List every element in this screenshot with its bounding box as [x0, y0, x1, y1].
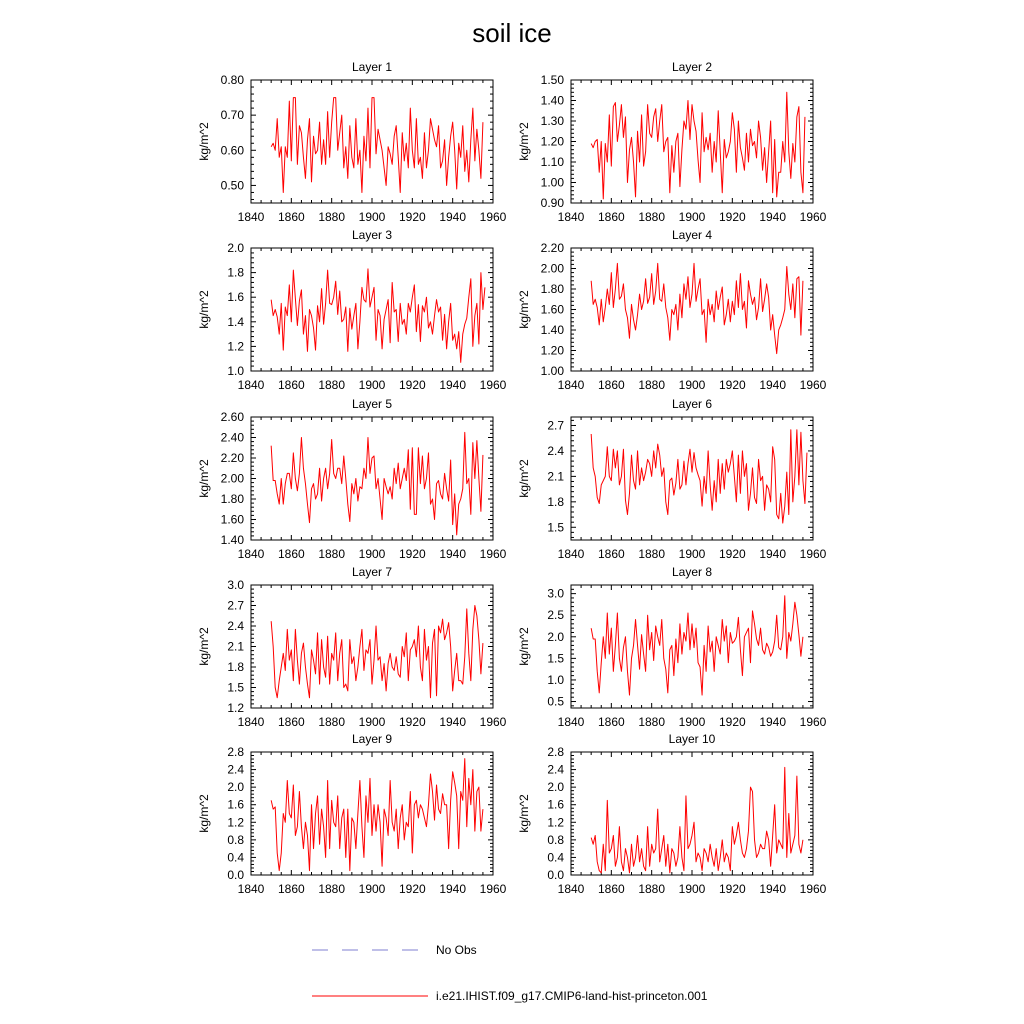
layer-8-ytick-label: 3.0	[547, 586, 564, 601]
layer-2-xtick-label: 1880	[638, 210, 666, 224]
layer-1-xtick-label: 1940	[439, 210, 467, 224]
layer-1-ylabel: kg/m^2	[197, 122, 211, 161]
layer-2-ytick-label: 0.90	[540, 196, 564, 210]
layer-7-xtick-label: 1860	[277, 715, 305, 729]
layer-9-ytick-label: 2.0	[227, 780, 244, 795]
layer-5-ytick-label: 2.00	[220, 471, 244, 486]
layer-9-ytick-label: 2.4	[227, 762, 244, 777]
layer-8-xtick-label: 1900	[678, 715, 706, 729]
layer-6-xtick-label: 1940	[759, 547, 787, 561]
layer-1-ytick-label: 0.70	[220, 108, 244, 123]
layer-2-ytick-label: 1.50	[540, 73, 564, 87]
layer-4-ytick-label: 2.20	[540, 241, 564, 255]
layer-5-xtick-label: 1940	[439, 547, 467, 561]
layer-6-xtick-label: 1860	[597, 547, 625, 561]
layer-8-ytick-label: 2.0	[547, 629, 564, 644]
layer-10-ytick-label: 2.4	[547, 762, 564, 777]
layer-7-ytick-label: 2.1	[227, 639, 244, 654]
layer-5-frame	[251, 417, 493, 540]
layer-3-series-line	[271, 269, 485, 362]
layer-5-series-line	[271, 432, 483, 535]
layer-9-xtick-label: 1960	[479, 882, 507, 896]
layer-10-xtick-label: 1920	[718, 882, 746, 896]
layer-9-frame	[251, 752, 493, 875]
layer-5-xtick-label: 1960	[479, 547, 507, 561]
layer-4-ytick-label: 1.60	[540, 302, 564, 317]
layer-7-xtick-label: 1920	[398, 715, 426, 729]
layer-5-ylabel: kg/m^2	[197, 459, 211, 498]
layer-1-ytick-label: 0.80	[220, 73, 244, 87]
layer-3-ytick-label: 1.0	[227, 364, 244, 378]
layer-10-title: Layer 10	[668, 732, 716, 746]
layer-3-ytick-label: 2.0	[227, 241, 244, 255]
layer-9-ytick-label: 1.2	[227, 815, 244, 830]
layer-3-xtick-label: 1940	[439, 378, 467, 392]
layer-9-xtick-label: 1880	[318, 882, 346, 896]
layer-5-xtick-label: 1860	[277, 547, 305, 561]
layer-7-series-line	[271, 606, 483, 698]
layer-5-xtick-label: 1920	[398, 547, 426, 561]
layer-9-ytick-label: 1.6	[227, 797, 244, 812]
layer-7-ytick-label: 3.0	[227, 578, 244, 592]
layer-2-xtick-label: 1900	[678, 210, 706, 224]
layer-10-ytick-label: 0.0	[547, 868, 564, 882]
layer-7-ytick-label: 2.4	[227, 619, 244, 633]
layer-10-xtick-label: 1860	[597, 882, 625, 896]
layer-8-series-line	[591, 596, 803, 695]
layer-6-ytick-label: 2.1	[547, 469, 564, 484]
legend-model-label: i.e21.IHIST.f09_g17.CMIP6-land-hist-princeton.001	[436, 989, 708, 1003]
layer-9-xtick-label: 1840	[237, 882, 265, 896]
layer-3-ytick-label: 1.2	[227, 339, 244, 354]
layer-4-ytick-label: 1.20	[540, 343, 564, 358]
layer-3-xtick-label: 1920	[398, 378, 426, 392]
layer-9-title: Layer 9	[351, 732, 393, 746]
layer-5-xtick-label: 1880	[318, 547, 346, 561]
layer-2-xtick-label: 1960	[799, 210, 827, 224]
layer-1-ytick-label: 0.60	[220, 143, 244, 158]
layer-7-xtick-label: 1840	[237, 715, 265, 729]
layer-8-xtick-label: 1920	[718, 715, 746, 729]
layer-2-xtick-label: 1940	[759, 210, 787, 224]
layer-3-ytick-label: 1.6	[227, 290, 244, 305]
layer-8-xtick-label: 1840	[557, 715, 585, 729]
layer-8-frame	[571, 585, 813, 708]
layer-3-xtick-label: 1840	[237, 378, 265, 392]
layer-8-ylabel: kg/m^2	[517, 627, 531, 666]
layer-9-ytick-label: 0.4	[227, 850, 244, 865]
layer-9-xtick-label: 1940	[439, 882, 467, 896]
layer-6-xtick-label: 1920	[718, 547, 746, 561]
layer-4-ytick-label: 1.00	[540, 364, 564, 378]
layer-1-xtick-label: 1860	[277, 210, 305, 224]
layer-5-ytick-label: 1.40	[220, 533, 244, 547]
layer-2-ytick-label: 1.30	[540, 114, 564, 128]
layer-2-ytick-label: 1.20	[540, 134, 564, 149]
layer-8-ytick-label: 1.5	[547, 651, 564, 666]
layer-7-panel	[197, 565, 507, 729]
layer-6-frame	[571, 417, 813, 540]
layer-2-series-line	[591, 92, 805, 199]
layer-1-panel	[197, 60, 507, 224]
layer-3-xtick-label: 1880	[318, 378, 346, 392]
figure-title: soil ice	[472, 18, 552, 48]
layer-4-series-line	[591, 263, 803, 353]
layer-4-xtick-label: 1900	[678, 378, 706, 392]
layer-8-ytick-label: 0.5	[547, 694, 564, 709]
layer-8-ytick-label: 2.5	[547, 608, 564, 623]
layer-8-title: Layer 8	[671, 565, 713, 579]
layer-9-xtick-label: 1860	[277, 882, 305, 896]
panels-grid	[197, 60, 827, 896]
layer-3-ytick-label: 1.4	[227, 314, 244, 329]
layer-9-series-line	[271, 759, 483, 871]
layer-3-xtick-label: 1960	[479, 378, 507, 392]
layer-7-xtick-label: 1900	[358, 715, 386, 729]
layer-9-xtick-label: 1900	[358, 882, 386, 896]
layer-7-xtick-label: 1880	[318, 715, 346, 729]
layer-10-xtick-label: 1960	[799, 882, 827, 896]
layer-2-ytick-label: 1.40	[540, 93, 564, 108]
layer-5-title: Layer 5	[351, 397, 393, 411]
layer-10-xtick-label: 1880	[638, 882, 666, 896]
layer-8-xtick-label: 1940	[759, 715, 787, 729]
layer-4-xtick-label: 1960	[799, 378, 827, 392]
layer-7-ylabel: kg/m^2	[197, 627, 211, 666]
layer-6-ytick-label: 2.7	[547, 418, 564, 433]
layer-5-ytick-label: 2.20	[220, 451, 244, 465]
layer-6-panel	[517, 397, 827, 561]
layer-4-title: Layer 4	[671, 228, 713, 242]
layer-4-ytick-label: 1.80	[540, 282, 564, 296]
layer-6-series-line	[591, 430, 807, 523]
layer-8-xtick-label: 1860	[597, 715, 625, 729]
layer-4-xtick-label: 1880	[638, 378, 666, 392]
layer-2-title: Layer 2	[671, 60, 713, 74]
layer-10-ylabel: kg/m^2	[517, 794, 531, 833]
layer-8-ytick-label: 1.0	[547, 672, 564, 687]
layer-3-ytick-label: 1.8	[227, 265, 244, 280]
layer-4-xtick-label: 1940	[759, 378, 787, 392]
layer-6-title: Layer 6	[671, 397, 713, 411]
layer-2-ytick-label: 1.00	[540, 175, 564, 190]
layer-1-xtick-label: 1920	[398, 210, 426, 224]
layer-9-xtick-label: 1920	[398, 882, 426, 896]
layer-10-xtick-label: 1940	[759, 882, 787, 896]
layer-10-ytick-label: 0.8	[547, 832, 564, 847]
layer-1-ytick-label: 0.50	[220, 178, 244, 193]
layer-9-ylabel: kg/m^2	[197, 794, 211, 833]
layer-4-ytick-label: 1.40	[540, 323, 564, 337]
layer-10-xtick-label: 1900	[678, 882, 706, 896]
layer-8-panel	[517, 565, 827, 729]
layer-3-title: Layer 3	[351, 228, 393, 242]
layer-10-ytick-label: 0.4	[547, 850, 564, 865]
layer-6-ytick-label: 1.8	[547, 494, 564, 509]
layer-7-frame	[251, 585, 493, 708]
layer-2-panel	[517, 60, 827, 224]
layer-10-series-line	[591, 767, 803, 872]
layer-1-xtick-label: 1840	[237, 210, 265, 224]
layer-4-ytick-label: 2.00	[540, 261, 564, 276]
layer-10-ytick-label: 1.2	[547, 815, 564, 830]
layer-7-ytick-label: 1.5	[227, 680, 244, 695]
layer-9-ytick-label: 0.8	[227, 832, 244, 847]
layer-1-series-line	[271, 98, 483, 193]
layer-5-xtick-label: 1840	[237, 547, 265, 561]
layer-8-xtick-label: 1960	[799, 715, 827, 729]
layer-5-panel	[197, 397, 507, 561]
layer-1-title: Layer 1	[351, 60, 393, 74]
layer-4-xtick-label: 1860	[597, 378, 625, 392]
layer-5-ytick-label: 1.80	[220, 492, 244, 506]
layer-6-xtick-label: 1900	[678, 547, 706, 561]
layer-9-ytick-label: 2.8	[227, 745, 244, 759]
layer-2-xtick-label: 1840	[557, 210, 585, 224]
layer-8-xtick-label: 1880	[638, 715, 666, 729]
layer-3-xtick-label: 1900	[358, 378, 386, 392]
layer-4-ylabel: kg/m^2	[517, 290, 531, 329]
layer-10-xtick-label: 1840	[557, 882, 585, 896]
layer-6-ytick-label: 2.4	[547, 443, 564, 458]
layer-2-xtick-label: 1860	[597, 210, 625, 224]
layer-6-xtick-label: 1880	[638, 547, 666, 561]
layer-9-panel	[197, 732, 507, 896]
legend-no-obs-label: No Obs	[436, 943, 477, 957]
layer-5-ytick-label: 2.60	[220, 410, 244, 424]
layer-10-ytick-label: 2.8	[547, 745, 564, 759]
legend	[312, 943, 708, 1003]
layer-7-ytick-label: 2.7	[227, 598, 244, 613]
layer-3-panel	[197, 228, 507, 392]
layer-2-ylabel: kg/m^2	[517, 122, 531, 161]
layer-5-ytick-label: 2.40	[220, 430, 244, 445]
layer-7-ytick-label: 1.2	[227, 701, 244, 715]
layer-9-ytick-label: 0.0	[227, 868, 244, 882]
layer-7-xtick-label: 1940	[439, 715, 467, 729]
layer-6-xtick-label: 1840	[557, 547, 585, 561]
layer-10-ytick-label: 2.0	[547, 780, 564, 795]
layer-10-ytick-label: 1.6	[547, 797, 564, 812]
layer-3-xtick-label: 1860	[277, 378, 305, 392]
layer-1-xtick-label: 1880	[318, 210, 346, 224]
layer-7-ytick-label: 1.8	[227, 660, 244, 674]
layer-3-ylabel: kg/m^2	[197, 290, 211, 329]
layer-7-title: Layer 7	[351, 565, 393, 579]
layer-6-ylabel: kg/m^2	[517, 459, 531, 498]
layer-2-xtick-label: 1920	[718, 210, 746, 224]
layer-6-xtick-label: 1960	[799, 547, 827, 561]
layer-4-xtick-label: 1840	[557, 378, 585, 392]
layer-10-panel	[517, 732, 827, 896]
layer-6-ytick-label: 1.5	[547, 520, 564, 535]
layer-4-xtick-label: 1920	[718, 378, 746, 392]
layer-4-panel	[517, 228, 827, 392]
layer-5-ytick-label: 1.60	[220, 512, 244, 527]
layer-2-ytick-label: 1.10	[540, 155, 564, 169]
layer-5-xtick-label: 1900	[358, 547, 386, 561]
layer-1-xtick-label: 1900	[358, 210, 386, 224]
layer-1-xtick-label: 1960	[479, 210, 507, 224]
layer-7-xtick-label: 1960	[479, 715, 507, 729]
